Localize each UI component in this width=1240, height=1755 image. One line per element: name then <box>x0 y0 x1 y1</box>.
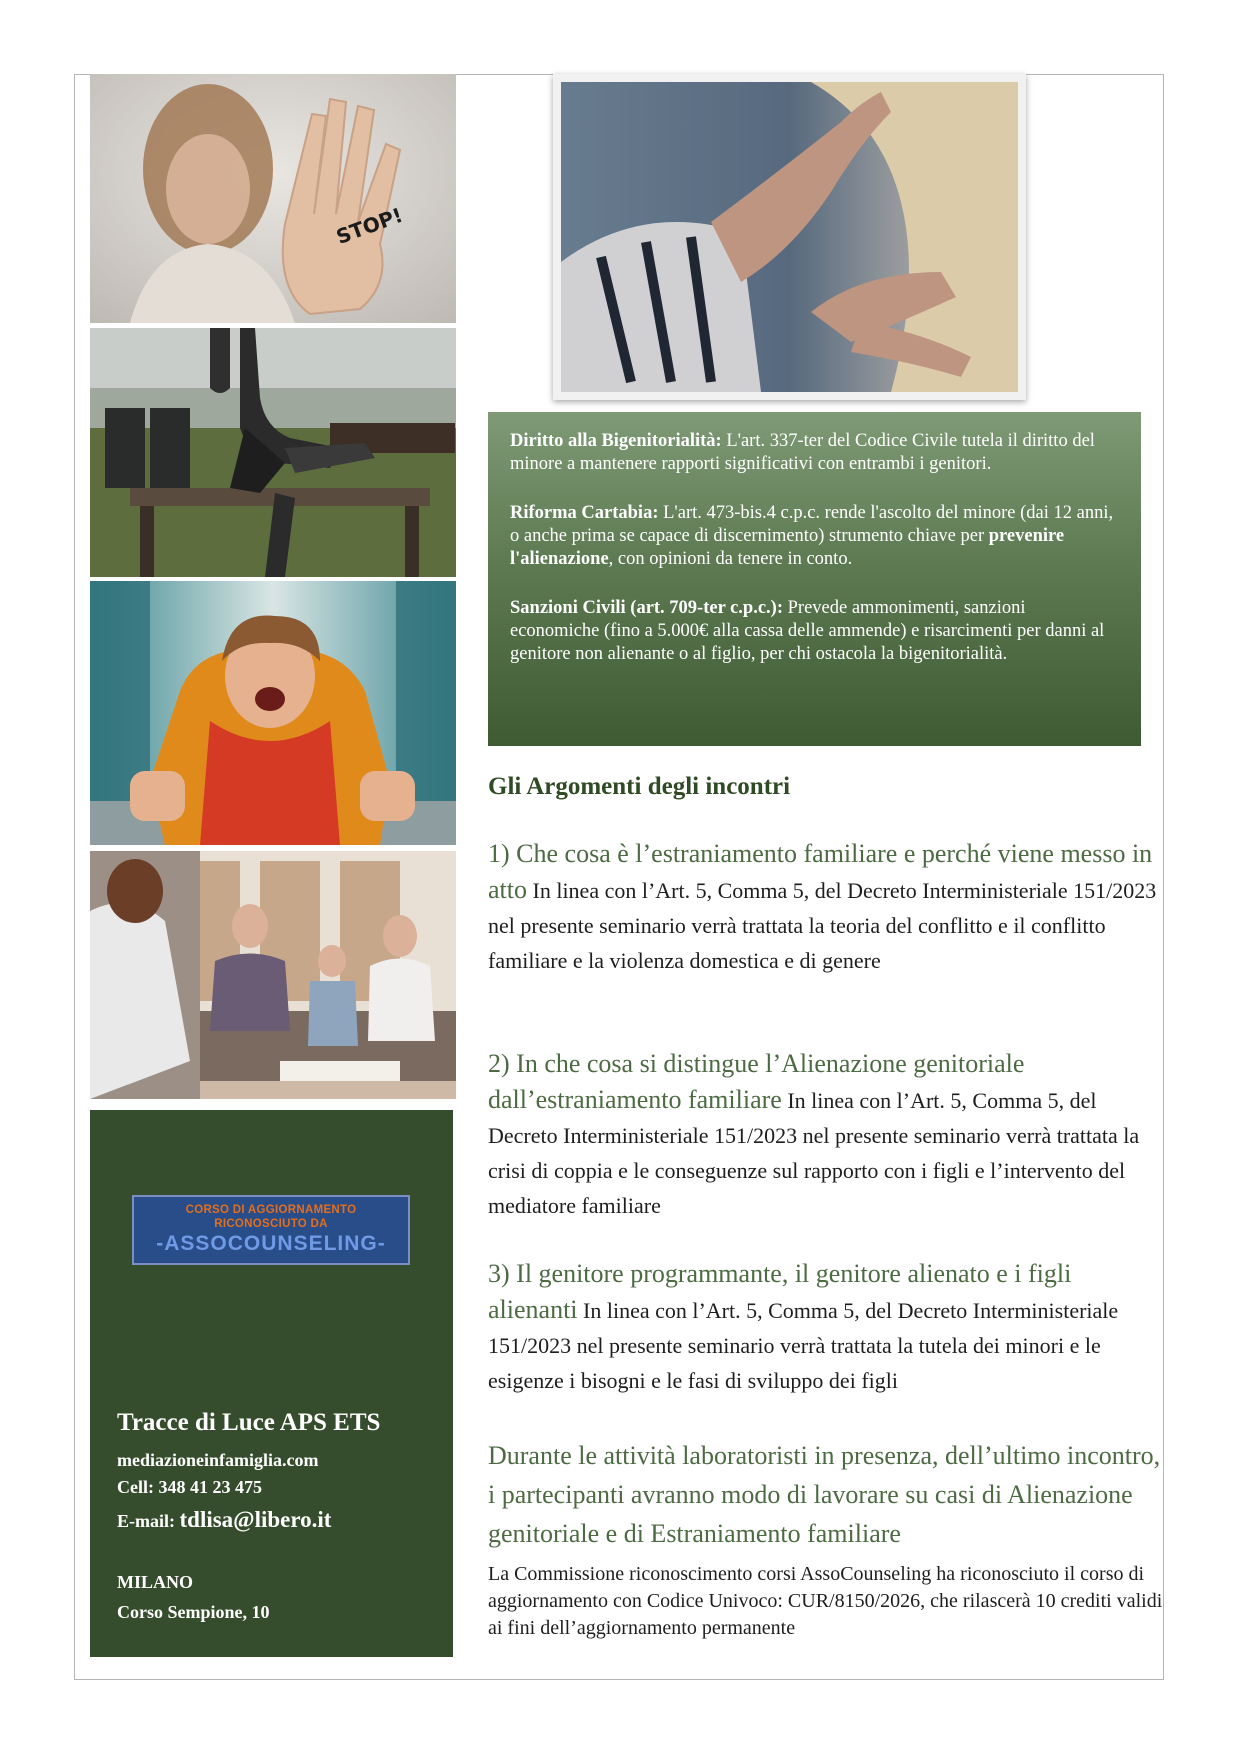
assocounseling-badge <box>132 1195 410 1265</box>
address: Corso Sempione, 10 <box>117 1602 270 1622</box>
city: MILANO <box>117 1572 193 1592</box>
angry-child-photo <box>90 581 456 845</box>
closing-statement: Durante le attività laboratoristi in presenza, dell’ultimo incontro, i partecipanti avranno modo di lavorare su casi di Alienazione genitoriale e di Estraniamento familiare <box>488 1441 1161 1548</box>
topic-item <box>488 836 1158 978</box>
badge-line-1: CORSO DI AGGIORNAMENTO <box>185 1204 357 1216</box>
embrace-photo <box>553 74 1026 400</box>
email-line <box>117 1507 331 1533</box>
topic-title: 1) Che cosa è l’estraniamento familiare e perché viene messo in atto <box>488 839 1153 904</box>
stop-hand-photo <box>90 74 456 323</box>
topic-body: In linea con l’Art. 5, Comma 5, del Decreto Interministeriale 151/2023 nel presente seminario verrà trattata la crisi di coppia e le conseguenze sul rapporto con i figli e l’intervento del mediatore familiare <box>488 1088 1140 1218</box>
topics-heading: Gli Argomenti degli incontri <box>488 773 791 800</box>
legal-sanzioni: Sanzioni Civili (art. 709-ter c.p.c.): Prevede ammonimenti, sanzioni economiche (fino a 5.000€ alla cassa delle ammende) e risarcimenti per danni al genitore non alienante o al figlio, per chi ostacola la bigenitorialità. <box>510 598 1105 664</box>
organization-name: Tracce di Luce APS ETS <box>117 1409 381 1436</box>
family-counseling-photo <box>90 851 456 1099</box>
topic-title: 3) Il genitore programmante, il genitore alienato e i figli alienanti <box>488 1259 1072 1324</box>
legal-info-box <box>488 412 1141 746</box>
legal-bigenitorialita: Diritto alla Bigenitorialità: L'art. 337-ter del Codice Civile tutela il diritto del minore a mantenere rapporti significativi con entrambi i genitori. <box>510 431 1095 474</box>
badge-line-3: -ASSOCOUNSELING- <box>156 1232 386 1255</box>
topic-body: In linea con l’Art. 5, Comma 5, del Decreto Interministeriale 151/2023 nel presente seminario verrà trattata la teoria del conflitto e il conflitto familiare e la violenza domestica e di genere <box>488 878 1157 973</box>
website-link[interactable]: mediazioneinfamiglia.com <box>117 1450 319 1470</box>
legal-cartabia: Riforma Cartabia: L'art. 473-bis.4 c.p.c. rende l'ascolto del minore (dai 12 anni, o anche prima se capace di discernimento) strumento chiave per prevenire l'alienazione, con opinioni da tenere in conto. <box>510 503 1114 569</box>
recognition-note: La Commissione riconoscimento corsi AssoCounseling ha riconosciuto il corso di aggiornamento con Codice Univoco: CUR/8150/2026, che rilascerà 10 crediti validi ai fini dell’aggiornamento permanente <box>488 1563 1163 1639</box>
statue-photo <box>90 328 456 577</box>
email-label: E-mail: <box>117 1511 180 1531</box>
email-link[interactable]: tdlisa@libero.it <box>179 1507 332 1532</box>
stop-hand-text: STOP! <box>332 202 406 249</box>
contact-panel <box>90 1110 453 1657</box>
topic-item <box>488 1256 1158 1398</box>
topic-title: 2) In che cosa si distingue l’Alienazione genitoriale dall’estraniamento familiare <box>488 1049 1025 1114</box>
cell-phone: Cell: 348 41 23 475 <box>117 1477 262 1497</box>
badge-line-2: RICONOSCIUTO DA <box>214 1218 328 1230</box>
topic-body: In linea con l’Art. 5, Comma 5, del Decreto Interministeriale 151/2023 nel presente seminario verrà trattata la tutela dei minori e le esigenze i bisogni e le fasi di sviluppo dei figli <box>488 1298 1119 1393</box>
topic-item <box>488 1046 1158 1223</box>
